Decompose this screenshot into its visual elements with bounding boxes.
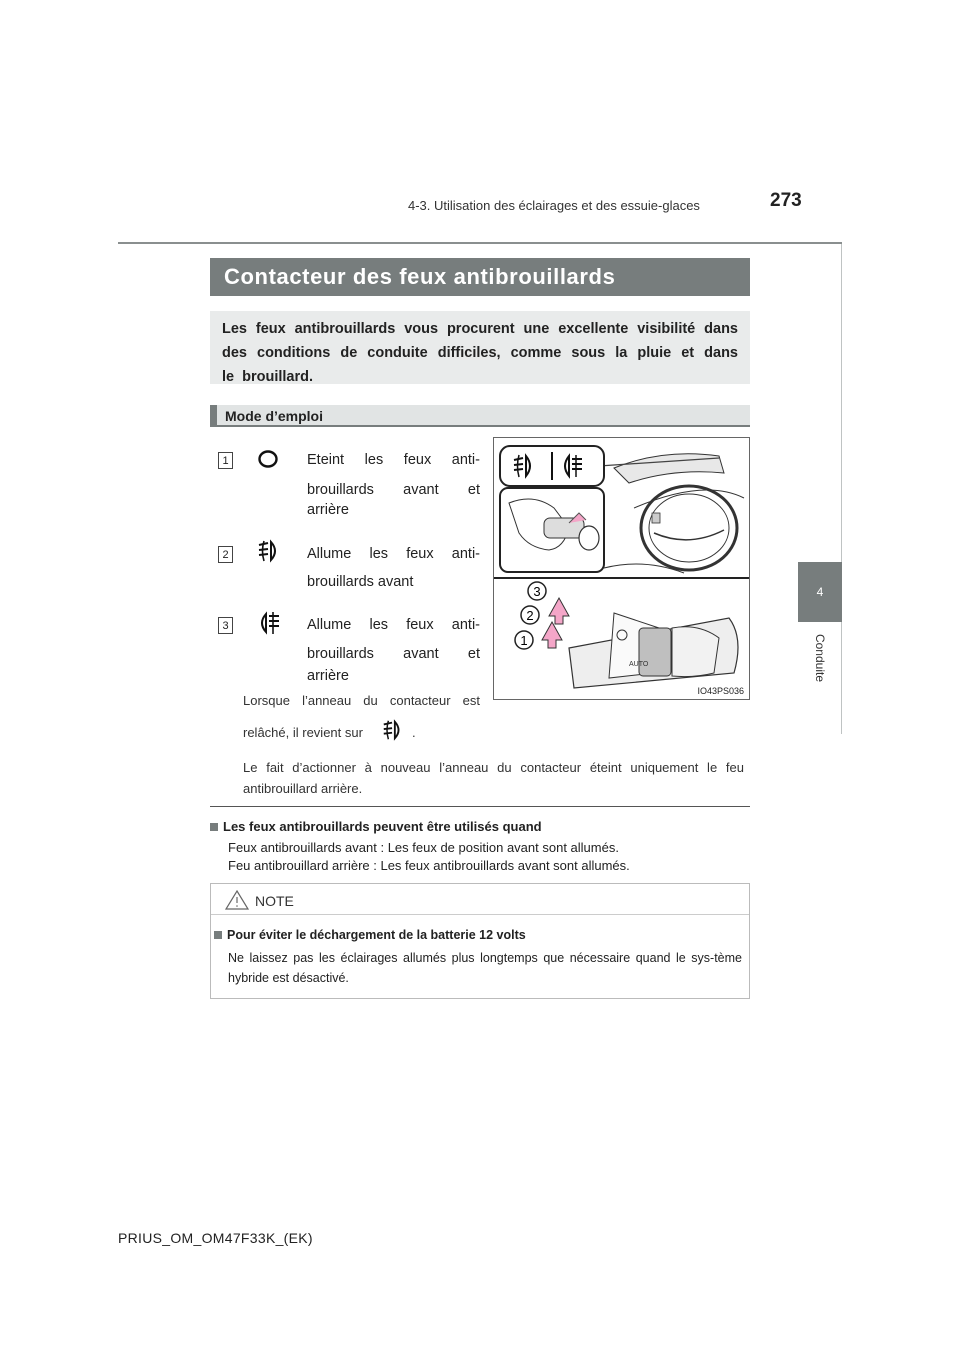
page-title: Contacteur des feux antibrouillards bbox=[210, 258, 750, 296]
front-fog-light-icon bbox=[255, 538, 283, 564]
again-note: Le fait d’actionner à nouveau l’anneau du contacteur éteint uniquement le feu antibrouillard arrière. bbox=[243, 760, 744, 796]
item-2-line-2: brouillards avant bbox=[307, 574, 414, 590]
fog-switch-figure bbox=[493, 437, 750, 700]
fog-switch-illustration bbox=[494, 438, 749, 699]
square-bullet-icon bbox=[214, 931, 222, 939]
figure-label-2: 2 bbox=[526, 608, 534, 623]
footer-doc-code: PRIUS_OM_OM47F33K_(EK) bbox=[118, 1230, 313, 1246]
item-number-1: 1 bbox=[218, 452, 233, 469]
conditions-heading-text: Les feux antibrouillards peuvent être utilisés quand bbox=[223, 819, 542, 834]
conditions-line-1: Feux antibrouillards avant : Les feux de position avant sont allumés. bbox=[228, 840, 619, 855]
note-body: Ne laissez pas les éclairages allumés plus longtemps que nécessaire quand le sys-tème hybride est désactivé. bbox=[228, 951, 742, 985]
section-heading-mode-emploi: Mode d’emploi bbox=[210, 405, 750, 427]
conditions-heading bbox=[210, 819, 542, 834]
item-2-line-1: Allume les feux anti- bbox=[307, 546, 480, 562]
release-note-period: . bbox=[412, 725, 416, 740]
square-bullet-icon bbox=[210, 823, 218, 831]
item-1-line-2: brouillards avant et bbox=[307, 482, 480, 498]
fog-off-circle-icon bbox=[255, 447, 281, 471]
item-number-3: 3 bbox=[218, 617, 233, 634]
conditions-line-2: Feu antibrouillard arrière : Les feux antibrouillards avant sont allumés. bbox=[228, 858, 630, 873]
rear-fog-light-icon bbox=[255, 610, 283, 636]
note-heading-text: Pour éviter le déchargement de la batterie 12 volts bbox=[227, 928, 526, 942]
header-section-title: 4-3. Utilisation des éclairages et des essuie-glaces bbox=[408, 198, 700, 213]
chapter-tab: 4 bbox=[798, 562, 842, 622]
item-3-line-3: arrière bbox=[307, 668, 349, 684]
page-number: 273 bbox=[770, 190, 802, 211]
item-3-line-2: brouillards avant et bbox=[307, 646, 480, 662]
section-divider bbox=[210, 806, 750, 807]
item-3-line-1: Allume les feux anti- bbox=[307, 617, 480, 633]
note-title: NOTE bbox=[255, 893, 294, 909]
item-1-line-1: Eteint les feux anti- bbox=[307, 452, 480, 468]
warning-triangle-icon bbox=[224, 889, 250, 911]
figure-label-1: 1 bbox=[520, 633, 528, 648]
release-note-line-1: Lorsque l’anneau du contacteur est bbox=[243, 693, 480, 708]
intro-box: Les feux antibrouillards vous procurent une excellente visibilité dans des conditions de conduite difficiles, comme sous la pluie et dans le brouillard. bbox=[210, 311, 750, 384]
figure-label-3: 3 bbox=[533, 584, 541, 599]
header-rule bbox=[118, 242, 842, 244]
figure-code: IO43PS036 bbox=[697, 686, 744, 696]
release-note-line-2: relâché, il revient sur bbox=[243, 725, 363, 740]
item-1-line-3: arrière bbox=[307, 502, 349, 518]
note-heading bbox=[214, 928, 526, 942]
front-fog-light-inline-icon bbox=[380, 718, 406, 742]
svg-text:AUTO: AUTO bbox=[629, 661, 649, 668]
item-number-2: 2 bbox=[218, 546, 233, 563]
chapter-label: Conduite bbox=[813, 633, 827, 683]
